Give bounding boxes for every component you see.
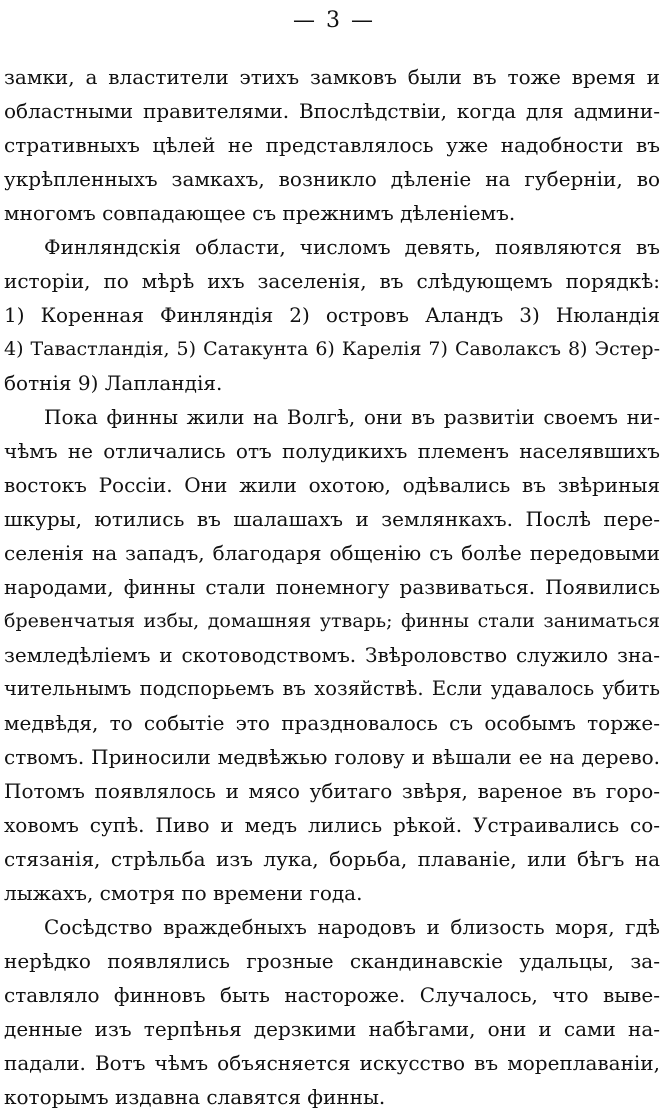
paragraph-2 <box>4 230 660 400</box>
text-line: стязанія, стрѣльба изъ лука, борьба, плаваніе, или бѣгъ на <box>4 847 660 871</box>
text-line: ботнія 9) Лапландія. <box>4 371 223 395</box>
text-line: ствомъ. Приносили медвѣжью голову и вѣшали ее на дерево. <box>4 745 660 769</box>
text-line: укрѣпленныхъ замкахъ, возникло дѣленіе на губерніи, во <box>4 167 660 191</box>
text-line: народами, финны стали понемногу развиваться. Появились <box>4 575 660 599</box>
text-line: земледѣліемъ и скотоводствомъ. Звѣроловство служило зна- <box>4 643 660 667</box>
text-line: 4) Тавастландія, 5) Сатакунта 6) Карелія 7) Саволаксъ 8) Эстер- <box>4 338 660 360</box>
paragraph-4 <box>4 910 660 1114</box>
text-line: денные изъ терпѣнья дерзкими набѣгами, они и сами на- <box>4 1017 660 1041</box>
text-line: 1) Коренная Финляндія 2) островъ Аландъ 3) Нюландія <box>4 303 660 327</box>
text-line: чѣмъ не отличались отъ полудикихъ племенъ населявшихъ <box>4 439 660 463</box>
text-line: Финляндскія области, числомъ девять, появляются въ <box>44 235 660 259</box>
text-line: медвѣдя, то событіе это праздновалось съ особымъ торже- <box>4 711 660 735</box>
page-number: — 3 — <box>293 8 375 33</box>
paragraph-1 <box>4 60 660 230</box>
text-line: Пока финны жили на Волгѣ, они въ развитіи своемъ ни- <box>44 405 660 429</box>
text-line: ставляло финновъ быть настороже. Случалось, что выве- <box>4 983 660 1007</box>
text-line: областными правителями. Впослѣдствіи, когда для админи- <box>4 99 660 123</box>
text-line: замки, а властители этихъ замковъ были въ тоже время и <box>4 65 660 89</box>
text-line: многомъ совпадающее съ прежнимъ дѣленіемъ. <box>4 201 516 225</box>
text-line: лыжахъ, смотря по времени года. <box>4 881 363 905</box>
text-line: востокъ Россіи. Они жили охотою, одѣвались въ звѣриныя <box>4 473 660 497</box>
text-line: нерѣдко появлялись грозные скандинавскіе удальцы, за- <box>4 949 660 973</box>
text-line: стративныхъ цѣлей не представлялось уже надобности въ <box>4 133 660 157</box>
text-line: Потомъ появлялось и мясо убитаго звѣря, вареное въ горо- <box>4 779 660 803</box>
text-line: чительнымъ подспорьемъ въ хозяйствѣ. Если удавалось убить <box>4 677 660 700</box>
text-line: исторіи, по мѣрѣ ихъ заселенія, въ слѣдующемъ порядкѣ: <box>4 269 660 293</box>
text-line: селенія на западъ, благодаря общенію съ болѣе передовыми <box>4 541 660 565</box>
text-line: бревенчатыя избы, домашняя утварь; финны стали заниматься <box>4 610 660 632</box>
text-line: падали. Вотъ чѣмъ объясняется искусство въ мореплаваніи, <box>4 1051 660 1075</box>
text-line: Сосѣдство враждебныхъ народовъ и близость моря, гдѣ <box>44 915 660 939</box>
text-line: которымъ издавна славятся финны. <box>4 1085 386 1109</box>
text-line: шкуры, ютились въ шалашахъ и землянкахъ. Послѣ пере- <box>4 507 660 531</box>
text-line: ховомъ супѣ. Пиво и медъ лились рѣкой. Устраивались со- <box>4 813 660 837</box>
body-text <box>4 60 660 1114</box>
paragraph-3 <box>4 400 660 910</box>
